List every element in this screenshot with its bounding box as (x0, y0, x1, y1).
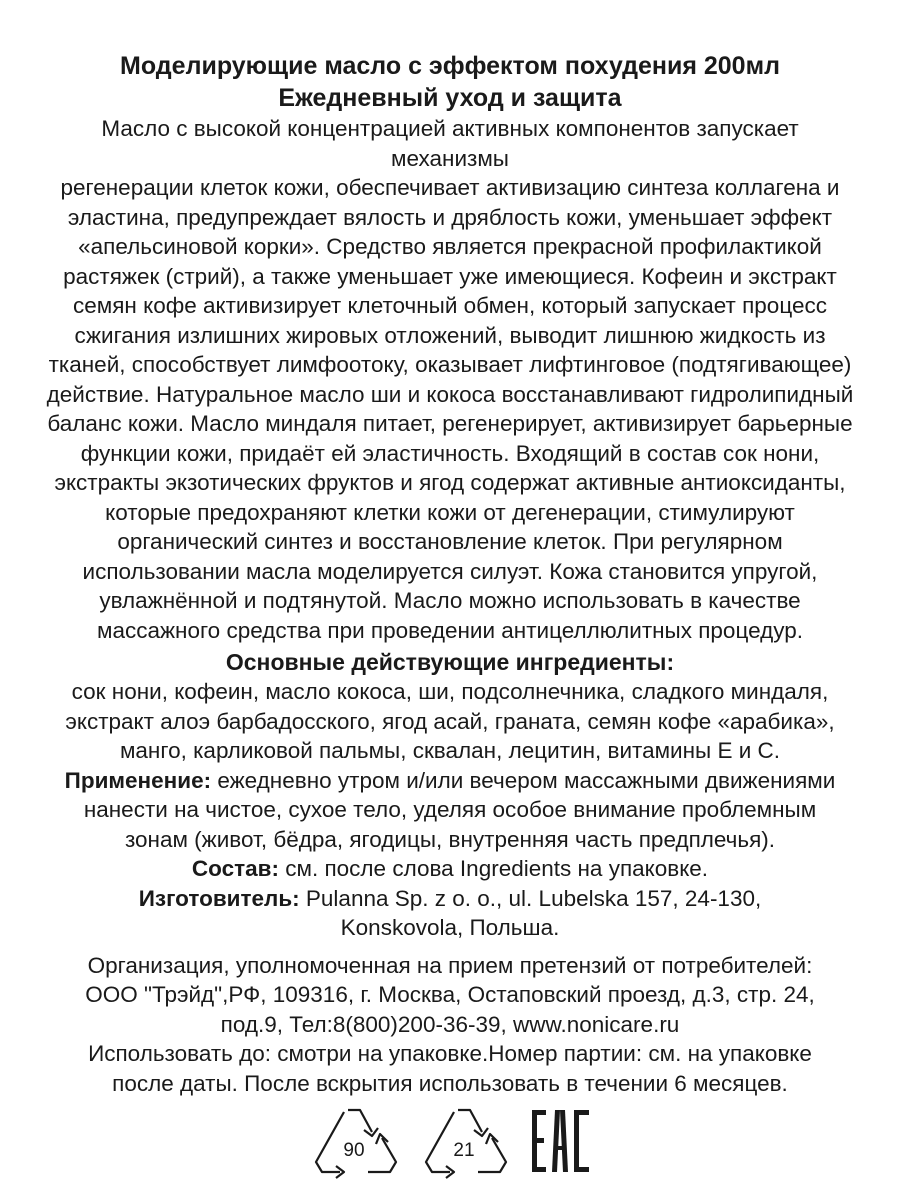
description-line: эластина, предупреждает вялость и дряблость кожи, уменьшает эффект (67, 204, 833, 230)
organization-line-1: Организация, уполномоченная на прием претензий от потребителей: (87, 952, 813, 978)
usage-section (35, 766, 865, 855)
organization-line-3: под.9, Тел:8(800)200-36-39, www.nonicare.ru (220, 1011, 680, 1037)
composition-label: Состав: (191, 856, 279, 881)
description-line: семян кофе активизирует клеточный обмен, который запускает процесс (73, 293, 827, 318)
manufacturer-label: Изготовитель: (138, 885, 300, 911)
manufacturer-line-2: Konskovola, Польша. (340, 915, 560, 940)
recycle-icon (308, 1102, 400, 1180)
composition-text: см. после слова Ingredients на упаковке. (279, 856, 709, 881)
title-line-1: Моделирующие масло с эффектом похудения 200мл (120, 52, 780, 80)
product-title (30, 50, 870, 114)
usage-line-2: нанести на чистое, сухое тело, уделяя особое внимание проблемным (83, 797, 817, 822)
recycle-code-2: 21 (453, 1140, 475, 1161)
organization-section (40, 951, 860, 1040)
description-line: Масло с высокой концентрацией активных компонентов запускает механизмы (101, 116, 799, 171)
ingredients-heading: Основные действующие ингредиенты: (225, 649, 675, 675)
expiry-section (40, 1039, 860, 1098)
expiry-line-1: Использовать до: смотри на упаковке.Номер партии: см. на упаковке (88, 1041, 812, 1066)
description-line: функции кожи, придаёт ей эластичность. Входящий в состав сок нони, (80, 440, 820, 466)
description-line: растяжек (стрий), а также уменьшает уже имеющиеся. Кофеин и экстракт (63, 263, 837, 289)
description-line: массажного средства при проведении антицеллюлитных процедур. (96, 617, 803, 643)
recycle-icon (418, 1102, 510, 1180)
usage-line-3: зонам (живот, бёдра, ягодицы, внутренняя часть предплечья). (124, 826, 776, 852)
composition-section (35, 854, 865, 884)
description-line: использовании масла моделируется силуэт. Кожа становится упругой, (82, 558, 818, 584)
eac-icon (530, 1106, 592, 1176)
description-line: органический синтез и восстановление клеток. При регулярном (117, 529, 783, 554)
description-line: экстракты экзотических фруктов и ягод содержат активные антиоксиданты, (54, 470, 846, 495)
ingredients-line: манго, карликовой пальмы, сквалан, лецитин, витамины Е и С. (119, 738, 781, 763)
description-line: регенерации клеток кожи, обеспечивает активизацию синтеза коллагена и (60, 175, 840, 200)
manufacturer-line-1: Pulanna Sp. z o. o., ul. Lubelska 157, 24-130, (299, 885, 762, 911)
description-line: действие. Натуральное масло ши и кокоса восстанавливают гидролипидный (46, 381, 854, 407)
ingredients-list (35, 677, 865, 766)
description-line: тканей, способствует лимфоотоку, оказывает лифтинговое (подтягивающее) (48, 352, 852, 377)
expiry-line-2: после даты. После вскрытия использовать в течении 6 месяцев. (112, 1070, 788, 1096)
ingredients-line: экстракт алоэ барбадосского, ягод асай, граната, семян кофе «арабика», (65, 708, 835, 734)
description-line: сжигания излишних жировых отложений, выводит лишнюю жидкость из (74, 322, 826, 348)
description-line: увлажнённой и подтянутой. Масло можно использовать в качестве (99, 588, 801, 613)
certification-symbols (0, 1102, 900, 1180)
ingredients-line: сок нони, кофеин, масло кокоса, ши, подсолнечника, сладкого миндаля, (71, 679, 829, 704)
description-line: «апельсиновой корки». Средство является прекрасной профилактикой (78, 234, 822, 259)
description-line: которые предохраняют клетки кожи от дегенерации, стимулируют (105, 499, 795, 525)
organization-line-2: ООО "Трэйд",РФ, 109316, г. Москва, Остаповский проезд, д.3, стр. 24, (85, 982, 815, 1007)
description-line: баланс кожи. Масло миндаля питает, регенерирует, активизирует барьерные (47, 411, 853, 436)
manufacturer-section (35, 884, 865, 943)
title-line-2: Ежедневный уход и защита (278, 84, 622, 112)
usage-line-1: ежедневно утром и/или вечером массажными движениями (211, 767, 836, 793)
usage-label: Применение: (64, 767, 212, 793)
product-description (40, 114, 860, 645)
recycle-code-1: 90 (343, 1140, 365, 1161)
